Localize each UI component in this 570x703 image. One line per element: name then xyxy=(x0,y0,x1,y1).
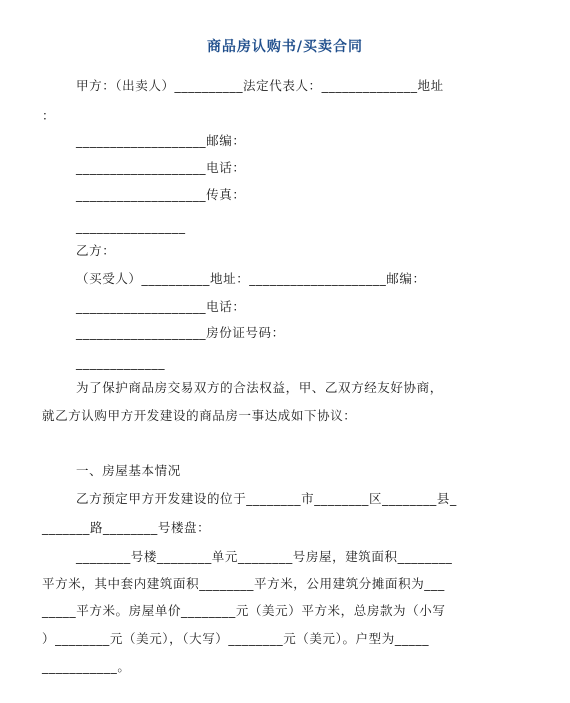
party-a-postcode-line: ___________________邮编： xyxy=(76,133,246,148)
party-b-id-line: ___________________房份证号码： xyxy=(76,325,285,340)
party-a-blank-line: ________________ xyxy=(76,219,186,234)
section-1-line-1: 乙方预定甲方开发建设的位于________市________区________县_ xyxy=(76,491,457,506)
section-1-line-3: ________号楼________单元________号房屋，建筑面积________ xyxy=(76,549,453,564)
section-1-line-4: 平方米，其中套内建筑面积________平方米，公用建筑分摊面积为___ xyxy=(42,576,445,591)
party-a-phone-line: ___________________电话： xyxy=(76,160,246,175)
party-b-phone-line: ___________________电话： xyxy=(76,299,246,314)
preamble-line-1: 为了保护商品房交易双方的合法权益，甲、乙双方经友好协商， xyxy=(76,380,443,395)
section-1-line-2: _______路________号楼盘： xyxy=(42,520,211,535)
document-title: 商品房认购书/买卖合同 xyxy=(206,39,364,55)
section-1-line-7: ___________。 xyxy=(42,659,131,674)
party-b-blank-line: _____________ xyxy=(76,355,166,370)
party-a-fax-line: ___________________传真： xyxy=(76,187,246,202)
section-1-heading: 一、房屋基本情况 xyxy=(76,463,181,478)
party-a-line: 甲方：（出卖人）__________法定代表人：______________地址 xyxy=(76,78,444,93)
section-1-line-6: ）________元（美元），（大写）________元（美元）。户型为_____ xyxy=(42,631,430,646)
preamble-line-2: 就乙方认购甲方开发建设的商品房一事达成如下协议： xyxy=(42,408,357,423)
party-b-line: （买受人）__________地址：____________________邮编： xyxy=(76,271,426,286)
party-a-address-colon: ： xyxy=(42,108,56,123)
party-b-heading: 乙方： xyxy=(76,243,116,258)
section-1-line-5: _____平方米。房屋单价________元（美元）平方米，总房款为（小写 xyxy=(42,603,446,618)
